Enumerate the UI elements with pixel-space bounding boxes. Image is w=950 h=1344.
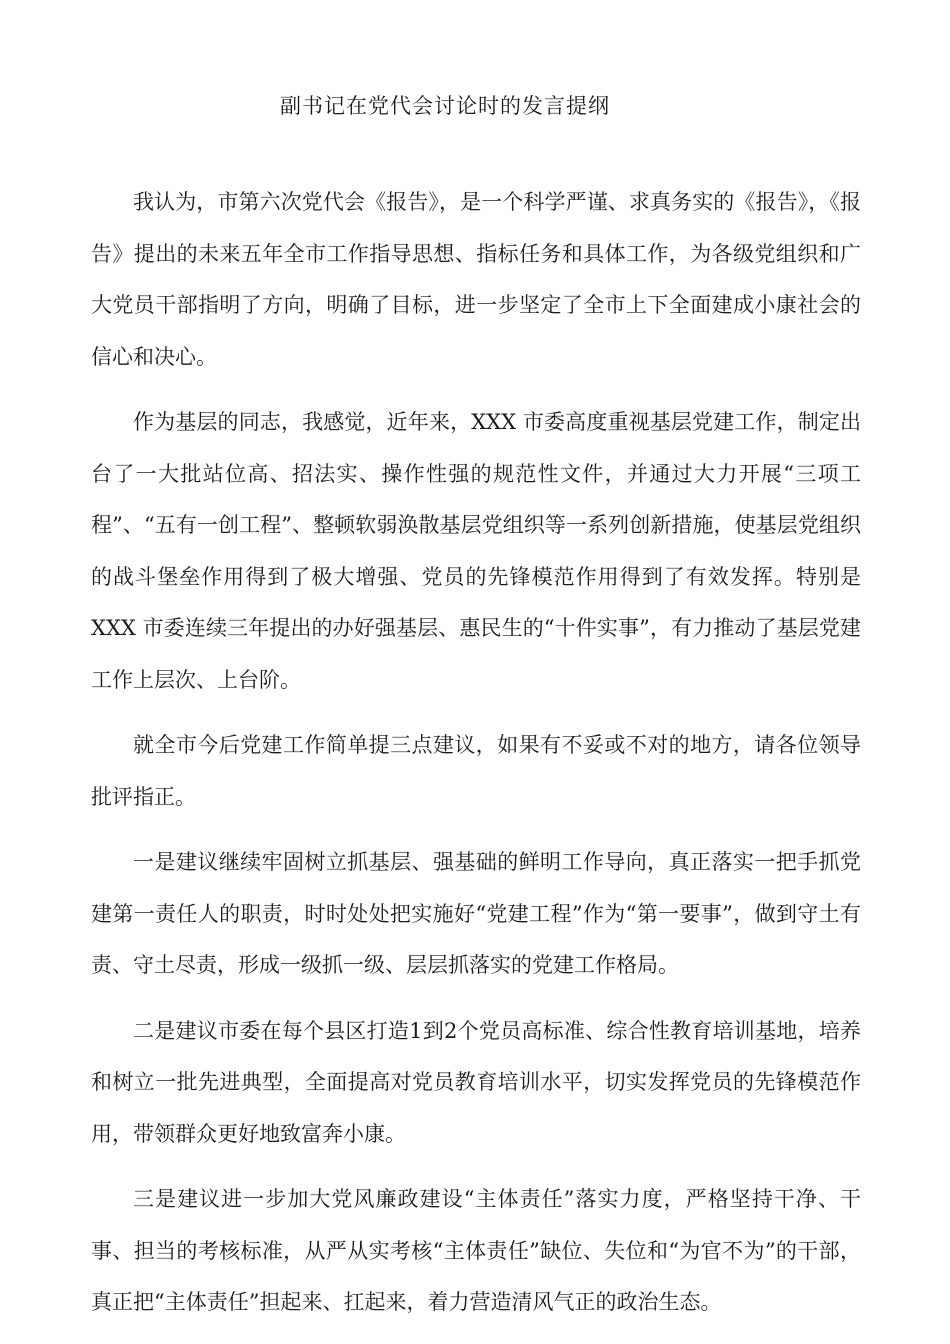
paragraph-3: 就全市今后党建工作简单提三点建议，如果有不妥或不对的地方，请各位领导批评指正。 [91, 733, 861, 809]
paragraph-5: 二是建议市委在每个县区打造1到2个党员高标准、综合性教育培训基地，培养和树立一批先进典型，全面提高对党员教育培训水平，切实发挥党员的先锋模范作用，带领群众更好地致富奔小康。 [91, 1018, 861, 1146]
document-body [91, 177, 861, 1343]
paragraph-1: 我认为，市第六次党代会《报告》，是一个科学严谨、求真务实的《报告》，《报告》提出的未来五年全市工作指导思想、指标任务和具体工作，为各级党组织和广大党员干部指明了方向，明确了目标，进一步坚定了全市上下全面建成小康社会的信心和决心。 [91, 190, 861, 369]
paragraph-4: 一是建议继续牢固树立抓基层、强基础的鲜明工作导向，真正落实一把手抓党建第一责任人的职责，时时处处把实施好“党建工程”作为“第一要事”，做到守土有责、守土尽责，形成一级抓一级、层层抓落实的党建工作格局。 [91, 850, 861, 977]
document-title: 副书记在党代会讨论时的发言提纲 [280, 94, 610, 118]
paragraph-6: 三是建议进一步加大党风廉政建设“主体责任”落实力度，严格坚持干净、干事、担当的考核标准，从严从实考核“主体责任”缺位、失位和“为官不为”的干部，真正把“主体责任”担起来、扛起来，着力营造清风气正的政治生态。 [91, 1187, 861, 1314]
paragraph-2: 作为基层的同志，我感觉，近年来，XXX 市委高度重视基层党建工作，制定出台了一大批站位高、招法实、操作性强的规范性文件，并通过大力开展“三项工程”、“五有一创工程”、整顿软弱涣散基层党组织等一系列创新措施，使基层党组织的战斗堡垒作用得到了极大增强、党员的先锋模范作用得到了有效发挥。特别是XXX 市委连续三年提出的办好强基层、惠民生的“十件实事”，有力推动了基层党建工作上层次、上台阶。 [91, 410, 861, 692]
